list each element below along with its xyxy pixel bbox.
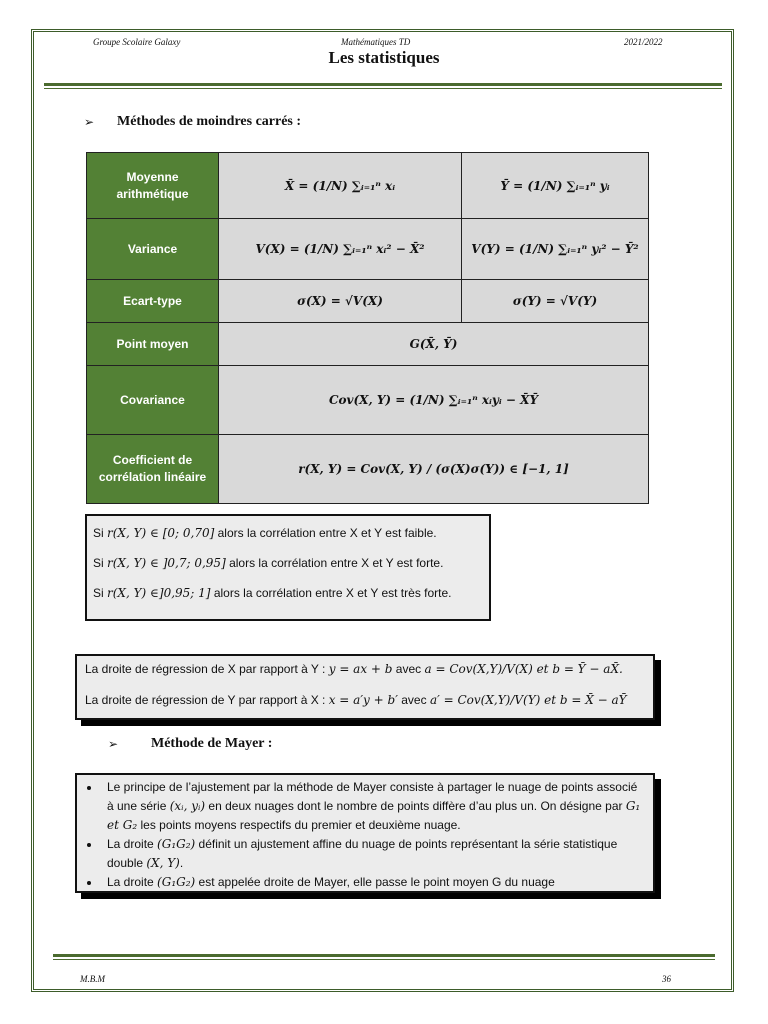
row-label-correlation: Coefficient de corrélation linéaire [87, 435, 219, 504]
table-row [87, 280, 649, 323]
table-row [87, 153, 649, 219]
formula-covariance: Cov(X, Y) = (1/N) ∑ᵢ₌₁ⁿ xᵢyᵢ − X̄Ȳ [219, 366, 649, 435]
footer-rule [53, 954, 715, 957]
row-label-point-moyen: Point moyen [87, 323, 219, 366]
footer-author: M.B.M [80, 974, 105, 984]
page-title: Les statistiques [328, 48, 440, 67]
section-arrow-icon: ➢ [84, 115, 95, 129]
formula-variance-y: V(Y) = (1/N) ∑ᵢ₌₁ⁿ yᵢ² − Ȳ² [462, 219, 649, 280]
row-label-ecart-type: Ecart-type [87, 280, 219, 323]
formula-moyenne-x: X̄ = (1/N) ∑ᵢ₌₁ⁿ xᵢ [219, 153, 462, 219]
formula-ecart-type-x: σ(X) = √V(X) [219, 280, 462, 323]
row-label-covariance: Covariance [87, 366, 219, 435]
correlation-box [85, 514, 491, 621]
correlation-line: Si r(X, Y) ∈]0,95; 1] alors la corrélation entre X et Y est très forte. [93, 586, 452, 600]
formula-point-moyen: G(X̄, Ȳ) [219, 323, 649, 366]
table-row [87, 435, 649, 504]
list-item: • La droite (G₁G₂) définit un ajustement affine du nuage de points représentant la série statistique double (X, Y). [101, 835, 645, 873]
regression-line-y: La droite de régression de Y par rapport à X : x = a′y + b′ avec a′ = Cov(X,Y)/V(Y) et b = X̄ − aȲ [85, 693, 627, 707]
section-title-mayer: Méthode de Mayer : [151, 736, 273, 751]
table-row [87, 219, 649, 280]
list-item: • La droite (G₁G₂) est appelée droite de Mayer, elle passe le point moyen G du nuage [101, 873, 645, 892]
correlation-line: Si r(X, Y) ∈ ]0,7; 0,95] alors la corrélation entre X et Y est forte. [93, 556, 444, 570]
section-title-moindres-carres: Méthodes de moindres carrés : [117, 114, 302, 129]
mayer-list [77, 778, 645, 892]
header-rule [44, 83, 722, 86]
formula-variance-x: V(X) = (1/N) ∑ᵢ₌₁ⁿ xᵢ² − X̄² [219, 219, 462, 280]
page-number: 36 [662, 974, 671, 984]
table-row [87, 366, 649, 435]
section-arrow-icon: ➢ [108, 737, 119, 751]
footer-rule-thin [53, 959, 715, 960]
header-school: Groupe Scolaire Galaxy [93, 37, 181, 47]
regression-box [75, 654, 655, 720]
list-item: • Le principe de l’ajustement par la méthode de Mayer consiste à partager le nuage de points associé à une série (xᵢ, yᵢ) en deux nuages dont le nombre de points diffère d’au plus un. On désigne par G₁ et G₂ les points moyens respectifs du premier et deuxième nuage. [101, 778, 645, 835]
mayer-box [75, 773, 655, 893]
row-label-variance: Variance [87, 219, 219, 280]
header-rule-thin [44, 88, 722, 89]
header-subject: Mathématiques TD [341, 37, 411, 47]
regression-line-x: La droite de régression de X par rapport à Y : y = ax + b avec a = Cov(X,Y)/V(X) et b = Ȳ − aX̄. [85, 662, 623, 676]
row-label-moyenne: Moyenne arithmétique [87, 153, 219, 219]
formula-table [86, 152, 649, 504]
correlation-line: Si r(X, Y) ∈ [0; 0,70] alors la corrélation entre X et Y est faible. [93, 526, 437, 540]
table-row [87, 323, 649, 366]
header-year: 2021/2022 [624, 37, 663, 47]
formula-ecart-type-y: σ(Y) = √V(Y) [462, 280, 649, 323]
formula-moyenne-y: Ȳ = (1/N) ∑ᵢ₌₁ⁿ yᵢ [462, 153, 649, 219]
formula-correlation: r(X, Y) = Cov(X, Y) / (σ(X)σ(Y)) ∈ [−1, 1] [219, 435, 649, 504]
